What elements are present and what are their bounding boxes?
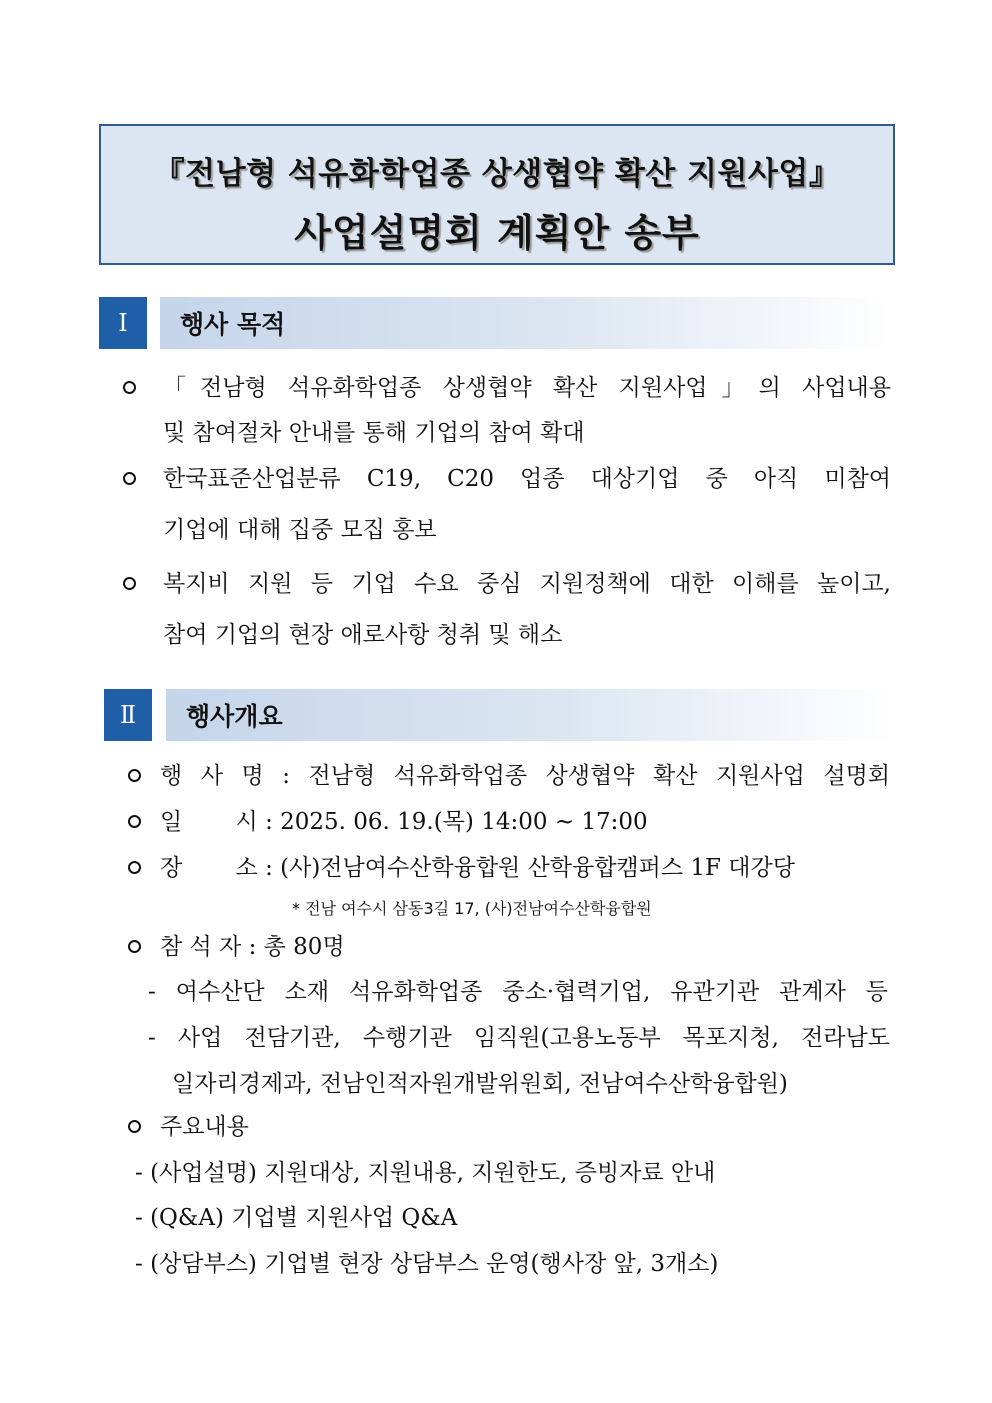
event-date-value: : 2025. 06. 19.(목) 14:00 ~ 17:00 [265, 809, 648, 835]
purpose-item-1-line2: 및 참여절차 안내를 통해 기업의 참여 확대 [163, 420, 585, 446]
purpose-item-1-line1: 「전남형 석유화학업종 상생협약 확산 지원사업」의 사업내용 [163, 375, 891, 401]
purpose-item-2-line1: 한국표준산업분류 C19, C20 업종 대상기업 중 아직 미참여 [163, 466, 891, 492]
section-1-number: Ⅰ [99, 297, 147, 349]
purpose-item-3-line2: 참여 기업의 현장 애로사항 청취 및 해소 [163, 622, 563, 648]
address-note: * 전남 여수시 삼동3길 17, (사)전남여수산학융합원 [292, 899, 652, 918]
bullet-icon [123, 472, 136, 485]
attendees: 참 석 자 : 총 80명 [160, 934, 345, 960]
attendee-item-1: - 여수산단 소재 석유화학업종 중소·협력기업, 유관기관 관계자 등 [148, 979, 888, 1005]
purpose-item-3-line1: 복지비 지원 등 기업 수요 중심 지원정책에 대한 이해를 높이고, [163, 571, 891, 597]
event-place-label: 장 소 [160, 855, 258, 881]
section-1-title: 행사 목적 [180, 310, 286, 339]
section-2-header [166, 689, 896, 741]
event-date-row [160, 807, 648, 837]
bullet-icon [123, 381, 136, 394]
bullet-icon [128, 1120, 141, 1133]
section-1-header [160, 297, 890, 349]
attendee-item-2-cont: 일자리경제과, 전남인적자원개발위원회, 전남여수산학융합원) [172, 1071, 788, 1097]
bullet-icon [128, 861, 141, 874]
bullet-icon [128, 769, 141, 782]
title-box [99, 124, 895, 265]
bullet-icon [128, 940, 141, 953]
document-subtitle: 사업설명회 계획안 송부 [294, 211, 700, 255]
event-place-row [160, 853, 795, 883]
section-2-title: 행사개요 [186, 702, 283, 731]
event-place-value: : (사)전남여수산학융합원 산학융합캠퍼스 1F 대강당 [265, 855, 795, 881]
event-date-label: 일 시 [160, 809, 258, 835]
contents-heading: 주요내용 [160, 1114, 249, 1140]
contents-item-3: - (상담부스) 기업별 현장 상담부스 운영(행사장 앞, 3개소) [135, 1251, 719, 1277]
purpose-item-2-line2: 기업에 대해 집중 모집 홍보 [163, 517, 437, 543]
contents-item-2: - (Q&A) 기업별 지원사업 Q&A [135, 1205, 458, 1231]
bullet-icon [128, 815, 141, 828]
bullet-icon [123, 577, 136, 590]
attendee-item-2: - 사업 전담기관, 수행기관 임직원(고용노동부 목포지청, 전라남도 [148, 1025, 890, 1051]
document-title: 『전남형 석유화학업종 상생협약 확산 지원사업』 [153, 156, 841, 192]
contents-item-1: - (사업설명) 지원대상, 지원내용, 지원한도, 증빙자료 안내 [135, 1160, 716, 1186]
section-2-number: Ⅱ [104, 689, 152, 741]
event-name: 행 사 명 : 전남형 석유화학업종 상생협약 확산 지원사업 설명회 [160, 763, 890, 789]
